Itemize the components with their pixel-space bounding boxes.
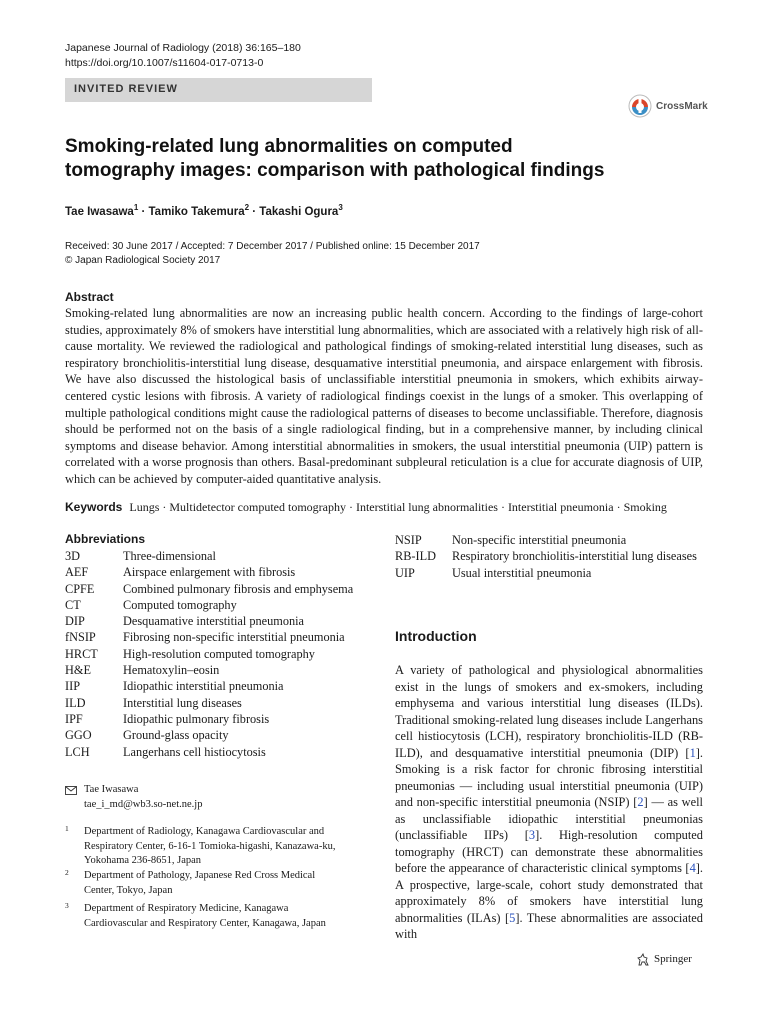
reference-link[interactable]: 2 [637,795,644,809]
abbreviation-term: NSIP [395,533,422,547]
abstract-heading: Abstract [65,290,114,304]
reference-link[interactable]: 3 [528,828,536,842]
abbreviation-term: UIP [395,565,415,580]
article-title: Smoking-related lung abnormalities on computed tomography images: comparison with pathological findings [65,136,605,181]
abbreviation-row [65,678,385,694]
abbreviation-definition: Usual interstitial pneumonia [452,565,592,580]
author-name[interactable]: Takashi Ogura [259,205,339,218]
author-affiliation-mark: 3 [338,203,343,212]
abbreviation-term: IIP [65,679,81,694]
abbreviation-definition: Respiratory bronchiolitis-interstitial lung diseases [452,549,697,564]
abbreviation-definition: Airspace enlargement with fibrosis [123,565,296,580]
correspondence-name: Tae Iwasawa [84,784,139,795]
envelope-icon [65,786,77,795]
abstract-body: Smoking-related lung abnormalities are now an increasing public health concern. According to the findings of large-cohort studies, approximately 8% of smokers have interstitial lung abnormalities, which are associated with a relatively high risk of all-cause mortality. We reviewed the radiological and pathological findings of smoking-related interstitial lung diseases, such as respiratory bronchiolitis-interstitial lung disease, desquamative interstitial pneumonia, and airspace enlargement with fibrosis. We have also discussed the histological basis of unclassifiable interstitial pneumonia in smokers, which exhibits airway-centered cystic lesions with fibrosis. A variety of radiological findings coexist in the lungs of a smoker. This overlapping of multiple pathological conditions might cause the radiological patterns of diseases to become unclassifiable. Therefore, diagnosis should be performed not on the basis of a single radiological finding, but in a comprehensive manner, by including clinical symptoms and disease behavior. Among interstitial abnormalities in smokers, the usual interstitial pneumonia (UIP) pattern is correlated with a worse prognosis than others. Basal-predominant subpleural reticulation is a clue for accurate diagnosis of UIP, which can be achieved by computer-aided quantitative analysis. [65,306,703,486]
abbreviation-row [65,581,385,597]
springer-horse-icon [636,953,650,967]
abbreviation-definition: Interstitial lung diseases [123,695,242,710]
abbreviation-definition: Three-dimensional [123,549,216,563]
correspondence [84,783,202,812]
abbreviation-definition: Non-specific interstitial pneumonia [452,533,627,547]
abbreviation-definition: Ground-glass opacity [123,728,229,743]
crossmark-badge[interactable] [628,94,708,120]
author-separator: · [249,205,260,218]
abbreviation-term: DIP [65,614,85,629]
introduction-text: ]. A prospective, large-scale, cohort study demonstrated that approximately 8% of smokers have interstitial lung abnormalities (ILAs) [ [395,861,703,925]
abbreviation-definition: Fibrosing non-specific interstitial pneumonia [123,630,345,645]
abbreviation-definition: Idiopathic interstitial pneumonia [123,679,284,694]
affiliation-number: 2 [65,868,69,877]
abbreviations-list-right [395,532,715,581]
abbreviation-term: 3D [65,549,81,563]
abbreviation-definition: Combined pulmonary fibrosis and emphysema [123,581,354,596]
abbreviation-term: CT [65,597,81,612]
abbreviation-term: fNSIP [65,630,96,645]
abbreviation-definition: High-resolution computed tomography [123,646,315,661]
abbreviations-list-left [65,548,385,760]
journal-citation: Japanese Journal of Radiology (2018) 36:165–180 [65,42,301,54]
abbreviation-row [65,711,385,727]
publisher-logo [636,952,706,968]
reference-link[interactable]: 1 [689,745,696,760]
abbreviation-definition: Idiopathic pulmonary fibrosis [123,711,270,726]
abbreviation-term: H&E [65,663,91,678]
introduction-text: ]. High-resolution computed tomography (HRCT) can demonstrate these abnormalities before the appearance of characteristic clinical symptoms [ [395,828,703,875]
abbreviations-heading: Abbreviations [65,532,146,546]
introduction-heading: Introduction [395,628,477,644]
abbreviation-row [65,662,385,678]
abbreviation-term: IPF [65,711,83,726]
keywords-line [65,500,715,515]
abbreviation-row [65,695,385,711]
keywords-list: Lungs · Multidetector computed tomography · Interstitial lung abnormalities · Interstitial pneumonia · Smoking [129,500,667,514]
author-affiliation-mark: 1 [133,203,139,212]
abbreviation-term: AEF [65,565,89,580]
article-dates [65,240,480,268]
abbreviation-definition: Computed tomography [123,597,237,612]
keywords-heading: Keywords [65,500,123,514]
correspondence-email[interactable]: tae_i_md@wb3.so-net.ne.jp [84,798,203,810]
abbreviation-row [395,565,715,581]
author-list [65,203,343,218]
abbreviation-definition: Hematoxylin–eosin [123,663,220,678]
abbreviation-row [65,727,385,743]
journal-header [65,41,301,71]
author-name[interactable]: Tamiko Takemura [148,205,245,218]
abbreviation-row [65,548,385,564]
reference-link[interactable]: 4 [689,861,696,875]
publication-history: Received: 30 June 2017 / Accepted: 7 December 2017 / Published online: 15 December 2017 [65,241,480,252]
introduction-text: ] — as well as unclassifiable idiopathic interstitial pneumonias (unclassifiable IIPs) [ [395,795,703,842]
abbreviation-definition: Desquamative interstitial pneumonia [123,614,304,629]
author-separator: · [138,205,149,218]
author-affiliation-mark: 2 [244,203,250,212]
abbreviation-row [65,597,385,613]
affiliation-number: 1 [65,824,69,833]
crossmark-label: CrossMark [656,101,708,112]
abbreviation-row [65,646,385,662]
affiliation-text: Department of Radiology, Kanagawa Cardiovascular and Respiratory Center, 6-16-1 Tomioka-higashi, Kanazawa-ku, Yokohama 236-8651, Japan [84,826,336,866]
abbreviation-term: ILD [65,695,86,710]
copyright-line: © Japan Radiological Society 2017 [65,255,221,266]
abbreviation-row [395,548,715,564]
abbreviation-row [65,744,385,760]
abbreviation-term: HRCT [65,646,98,661]
abbreviation-term: RB-ILD [395,549,436,564]
abbreviation-term: LCH [65,744,90,759]
article-type-banner [65,78,372,102]
abbreviation-row [395,532,715,548]
abbreviation-term: CPFE [65,581,95,596]
author-name[interactable]: Tae Iwasawa [65,205,134,218]
abbreviation-row [65,629,385,645]
introduction-body [395,662,703,943]
crossmark-icon [628,94,652,118]
introduction-text: ]. These abnormalities are associated with [395,910,704,941]
abbreviation-row [65,613,385,629]
doi-link[interactable]: https://doi.org/10.1007/s11604-017-0713-0 [65,57,264,69]
abbreviation-term: GGO [65,728,92,743]
publisher-name: Springer [654,953,692,965]
affiliation-number: 3 [65,901,69,910]
article-type-label: INVITED REVIEW [74,83,178,95]
affiliation-text: Department of Pathology, Japanese Red Cross Medical Center, Tokyo, Japan [84,870,316,896]
introduction-text: A variety of pathological and physiological abnormalities exist in the lungs of smokers and ex-smokers, including emphysema and various interstitial lung diseases (ILDs). Traditional smoking-related lung diseases include Langerhans cell histiocytosis (LCH), respiratory bronchiolitis-ILD (RB-ILD), and desquamative interstitial pneumonia (DIP) [ [395,663,703,760]
introduction-text: ]. Smoking is a risk factor for chronic fibrosing interstitial pneumonias — including usual interstitial pneumonia (UIP) and non-specific interstitial pneumonia (NSIP) [ [395,745,703,809]
reference-link[interactable]: 5 [509,910,516,925]
affiliation-text: Department of Respiratory Medicine, Kanagawa Cardiovascular and Respiratory Center, Kanagawa, Japan [84,903,326,929]
abbreviation-row [65,564,385,580]
abbreviation-definition: Langerhans cell histiocytosis [123,744,266,759]
